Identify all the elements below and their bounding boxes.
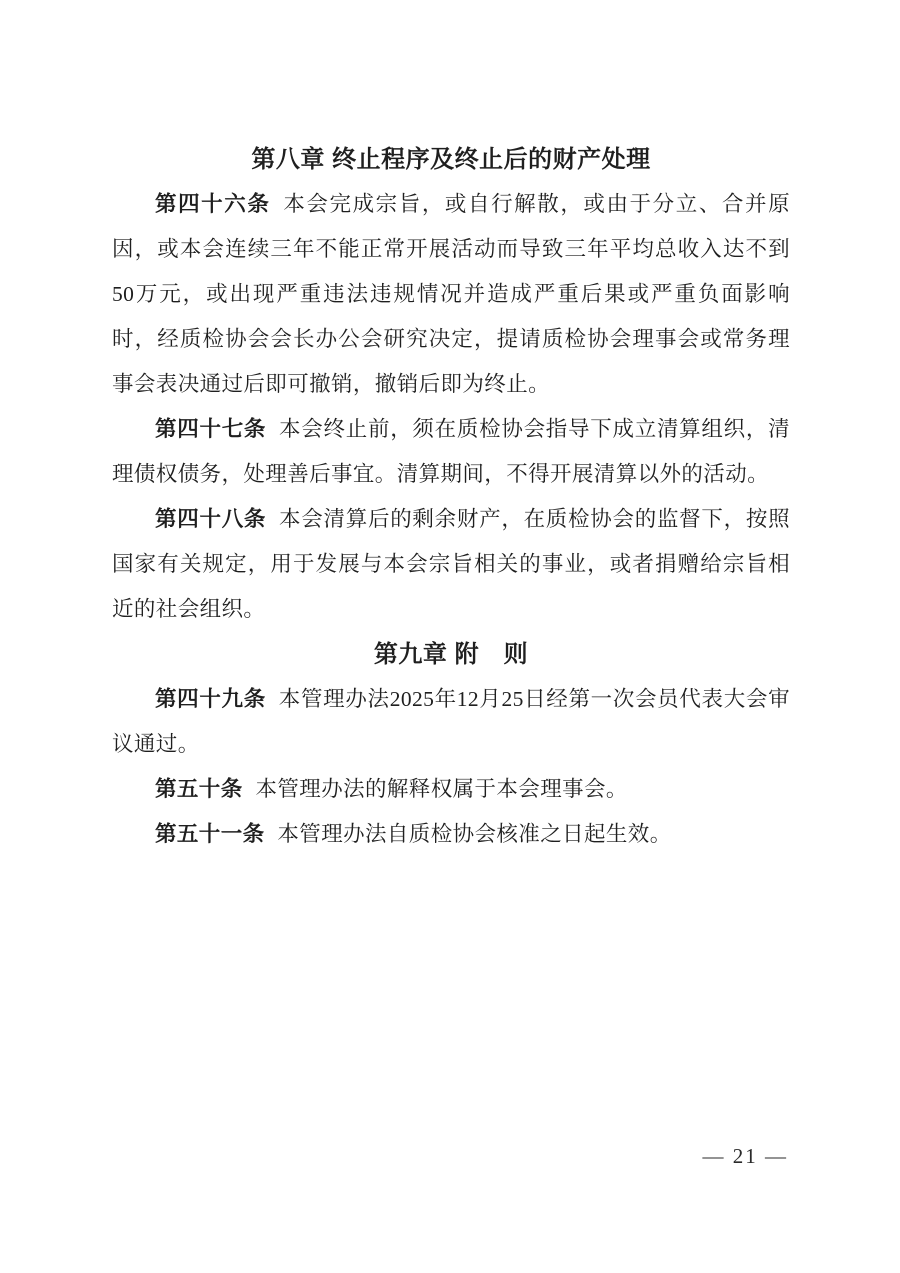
chapter-8-heading: 第八章 终止程序及终止后的财产处理 (251, 146, 651, 173)
article-47-text: 本会终止前，须在质检协会指导下成立清算组织，清理债权债务，处理善后事宜。清算期间，不得开展清算以外的活动。 (112, 417, 790, 486)
article-51-text: 本管理办法自质检协会核准之日起生效。 (277, 822, 672, 846)
article-47-label: 第四十七条 (155, 417, 267, 441)
document-body (112, 137, 790, 857)
article-46-label: 第四十六条 (155, 192, 271, 216)
article-46-text: 本会完成宗旨，或自行解散，或由于分立、合并原因，或本会连续三年不能正常开展活动而导致三年平均总收入达不到50万元，或出现严重违法违规情况并造成严重后果或严重负面影响时，经质检协会会长办公会研究决定，提请质检协会理事会或常务理事会表决通过后即可撤销，撤销后即为终止。 (112, 192, 790, 396)
article-48-text: 本会清算后的剩余财产，在质检协会的监督下，按照国家有关规定，用于发展与本会宗旨相关的事业，或者捐赠给宗旨相近的社会组织。 (112, 507, 790, 621)
article-49 (112, 677, 790, 767)
article-51 (112, 812, 790, 857)
article-51-label: 第五十一条 (155, 822, 265, 846)
article-49-label: 第四十九条 (155, 687, 266, 711)
article-48 (112, 497, 790, 632)
article-47 (112, 407, 790, 497)
article-49-text: 本管理办法2025年12月25日经第一次会员代表大会审议通过。 (112, 687, 790, 756)
article-46 (112, 182, 790, 407)
article-48-label: 第四十八条 (155, 507, 267, 531)
page-number: — 21 — (702, 1144, 788, 1168)
article-50 (112, 767, 790, 812)
article-50-label: 第五十条 (155, 777, 243, 801)
article-50-text: 本管理办法的解释权属于本会理事会。 (255, 777, 628, 801)
chapter-9-heading: 第九章 附 则 (373, 641, 529, 668)
